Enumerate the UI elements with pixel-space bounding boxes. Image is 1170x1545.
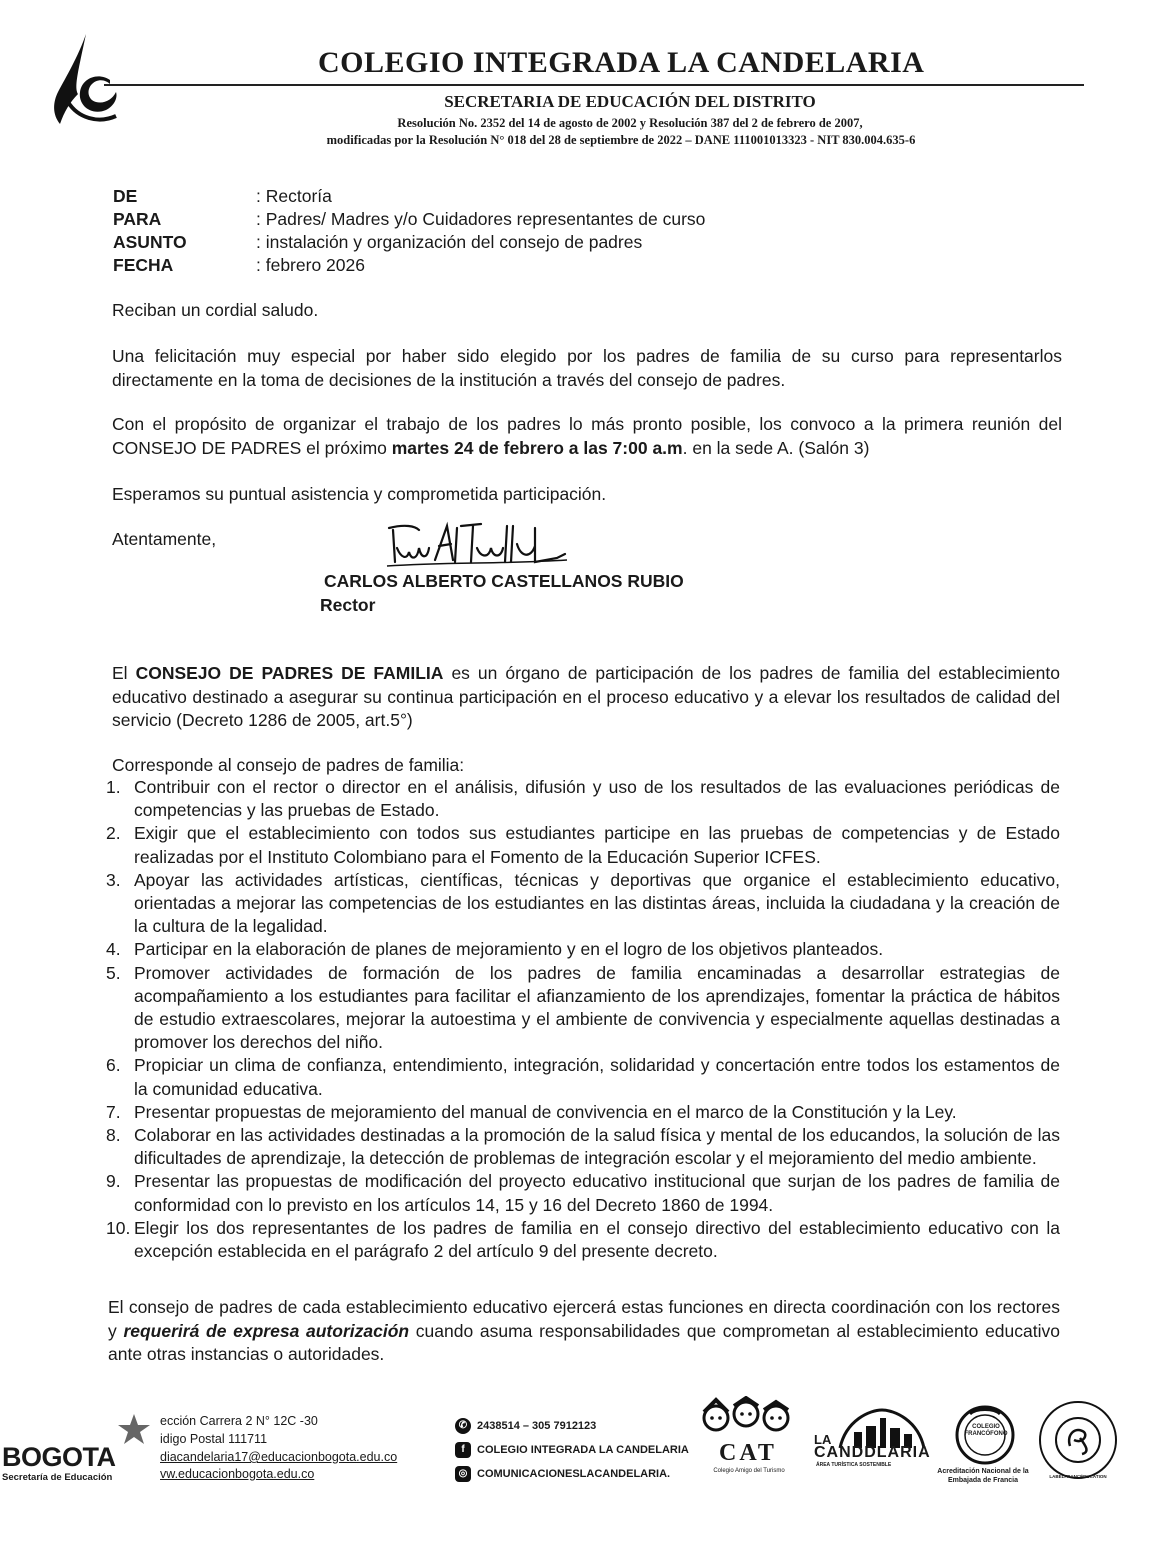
duties-list	[106, 776, 1060, 1263]
bogota-logo-text: BOGOTA	[2, 1442, 116, 1472]
authorization-emphasis: requerirá de expresa autorización	[123, 1320, 410, 1341]
memo-fecha-label: FECHA	[113, 255, 174, 275]
list-item-text: Participar en la elaboración de planes de mejoramiento y en el logro de los objetivos planteados.	[134, 939, 884, 960]
congrats-paragraph: Una felicitación muy especial por haber sido elegido por los padres de familia de su curso para representarlos directamente en la toma de decisiones de la institución a través del consejo de padres.	[112, 346, 1062, 390]
list-item	[106, 1101, 1060, 1124]
definition-paragraph	[112, 662, 1060, 733]
candelaria-logo-subtitle: ÁREA TURÍSTICA SOSTENIBLE	[816, 1462, 892, 1468]
signer-name: CARLOS ALBERTO CASTELLANOS RUBIO	[324, 571, 684, 591]
footer-facebook[interactable]: COLEGIO INTEGRADA LA CANDELARIA	[477, 1444, 689, 1456]
list-item-number: 5.	[106, 962, 121, 983]
francofono-caption-2: Embajada de Francia	[947, 1477, 1019, 1484]
candelaria-logo-text: CANDDLARIA	[814, 1444, 931, 1461]
list-item	[106, 822, 1060, 868]
list-item-number: 6.	[106, 1055, 121, 1076]
list-item-number: 1.	[106, 777, 121, 797]
list-item-number: 9.	[106, 1171, 121, 1192]
list-intro: Corresponde al consejo de padres de familia:	[112, 755, 465, 775]
cat-logo-text: CAT	[719, 1440, 777, 1466]
list-item-text: Presentar las propuestas de modificación del proyecto educativo institucional que surjan de los padres de familia de conformidad con lo previsto en los artículos 14, 15 y 16 del Decreto 1860 de 1994.	[134, 1171, 1060, 1215]
memo-de-label: DE	[113, 186, 138, 206]
list-item	[106, 1217, 1060, 1263]
footer-address: ección Carrera 2 N° 12C -30	[160, 1414, 318, 1428]
candelaria-skyline-icon	[836, 1408, 928, 1448]
memo-para-value: : Padres/ Madres y/o Cuidadores representantes de curso	[256, 209, 706, 229]
sign-off: Atentamente,	[112, 529, 217, 549]
resolution-line-1: Resolución No. 2352 del 14 de agosto de 2002 y Resolución 387 del 2 de febrero de 2007,	[397, 116, 863, 130]
purpose-paragraph	[112, 413, 1062, 460]
list-item-number: 10.	[106, 1217, 131, 1238]
list-item	[106, 962, 1060, 1055]
list-item-text: Contribuir con el rector o director en el análisis, difusión y uso de los resultados de las evaluaciones periódicas de competencias y las pruebas de Estado.	[134, 777, 1060, 821]
footer-email-link[interactable]: diacandelaria17@educacionbogota.edu.co	[160, 1450, 398, 1464]
school-name: COLEGIO INTEGRADA LA CANDELARIA	[318, 46, 925, 79]
meeting-date: martes 24 de febrero a las 7:00 a.m	[391, 437, 683, 458]
labelfrance-seal-icon	[1036, 1398, 1120, 1482]
list-item-text: Exigir que el establecimiento con todos sus estudiantes participe en las pruebas de competencias y de Estado realizadas por el Instituto Colombiano para el Fomento de la Educación Superior ICFES.	[134, 823, 1060, 867]
footer-instagram[interactable]: COMUNICACIONESLACANDELARIA.	[477, 1468, 671, 1480]
memo-de-value: : Rectoría	[256, 186, 332, 206]
cat-logo-subtitle: Colegio Amigo del Turismo	[713, 1468, 785, 1474]
francofono-caption-1: Acreditación Nacional de la	[937, 1468, 1029, 1475]
footer-postal: idigo Postal 111711	[160, 1432, 268, 1446]
facebook-icon: f	[455, 1442, 471, 1458]
school-logo-icon	[48, 32, 123, 127]
list-item-text: Promover actividades de formación de los padres de familia encaminadas a desarrollar estrategias de acompañamiento a los estudiantes para facilitar el afianzamiento de los aprendizajes, fomentar la práctica de hábitos de estudio extraescolares, mejorar la autoestima y el ambiente de convivencia y especialmente aquellas destinadas a promover los derechos del niño.	[134, 962, 1060, 1053]
resolution-line-2: modificadas por la Resolución N° 018 del 28 de septiembre de 2022 – DANE 111001013323 - NIT 830.004.635-6	[326, 133, 916, 147]
footer-web-link[interactable]: vw.educacionbogota.edu.co	[160, 1467, 315, 1481]
memo-para-label: PARA	[113, 209, 162, 229]
final-text-end: cuando asuma responsabilidades que comprometan al establecimiento educativo ante otras instancias o autoridades.	[108, 1320, 1060, 1364]
list-item-text: Presentar propuestas de mejoramiento del manual de convivencia en el marco de la Constitución y la Ley.	[134, 1101, 957, 1122]
purpose-text: Con el propósito de organizar el trabajo de los padres lo más pronto posible, los convoco a la primera reunión del CONSEJO DE PADRES el próximo	[112, 414, 1062, 458]
footer-phone: 2438514 – 305 7912123	[477, 1420, 597, 1432]
labelfrance-text: LABELFRANCÉDUCATION	[1049, 1474, 1107, 1479]
secretaria-line: SECRETARIA DE EDUCACIÓN DEL DISTRITO	[444, 92, 816, 111]
list-item-text: Colaborar en las actividades destinadas a la promoción de la salud física y mental de los educandos, la solución de las dificultades de aprendizaje, la detección de problemas de integración escolar y el mejoramiento del medio ambiente.	[134, 1125, 1060, 1169]
closing-line: Esperamos su puntual asistencia y comprometida participación.	[112, 484, 607, 504]
list-item	[106, 938, 1060, 961]
memo-asunto-value: : instalación y organización del consejo de padres	[256, 232, 643, 252]
instagram-icon: ◎	[455, 1466, 471, 1482]
list-item-number: 2.	[106, 823, 121, 844]
list-item-text: Apoyar las actividades artísticas, científicas, técnicas y deportivas que organice el establecimiento educativo, orientadas a mejorar las competencias de los estudiantes en las distintas áreas, incluida la ciudadana y la creación de la cultura de la legalidad.	[134, 869, 1060, 937]
candelaria-la: LA	[814, 1432, 832, 1447]
list-item	[106, 869, 1060, 939]
greeting: Reciban un cordial saludo.	[112, 300, 319, 320]
francofono-badge-text: COLEGIO FRANCÓFONO	[964, 1424, 1008, 1437]
list-item-text: Elegir los dos representantes de los padres de familia en el consejo directivo del establecimiento educativo con la excepción establecida en el parágrafo 2 del artículo 9 del presente decreto.	[134, 1217, 1060, 1262]
final-text: El consejo de padres de cada establecimiento educativo ejercerá estas funciones en directa coordinación con los rectores y	[108, 1297, 1060, 1341]
signer-role: Rector	[320, 595, 376, 615]
list-item	[106, 1170, 1060, 1216]
header-divider	[104, 84, 1084, 86]
list-item	[106, 1124, 1060, 1170]
definition-text: El	[112, 663, 136, 683]
memo-fecha-value: : febrero 2026	[256, 255, 365, 275]
list-item-number: 7.	[106, 1101, 121, 1122]
list-item-number: 8.	[106, 1125, 121, 1146]
list-item	[106, 1054, 1060, 1100]
memo-asunto-label: ASUNTO	[113, 232, 187, 252]
list-item	[106, 776, 1060, 822]
purpose-text-end: . en la sede A. (Salón 3)	[682, 437, 870, 458]
list-item-text: Propiciar un clima de confianza, entendimiento, integración, solidaridad y concertación entre todos los estamentos de la comunidad educativa.	[134, 1055, 1060, 1099]
bogota-logo-subtitle: Secretaría de Educación	[2, 1472, 113, 1483]
definition-text-end: es un órgano de participación de los padres de familia del establecimiento educativo destinado a asegurar su continua participación en el proceso educativo y a elevar los resultados de calidad del servicio (Decreto 1286 de 2005, art.5°)	[112, 663, 1060, 730]
final-paragraph	[108, 1296, 1060, 1367]
list-item-number: 4.	[106, 939, 121, 960]
consejo-term: CONSEJO DE PADRES DE FAMILIA	[135, 663, 444, 683]
bogota-star-icon	[112, 1412, 156, 1446]
list-item-number: 3.	[106, 869, 121, 890]
signature-image	[385, 518, 570, 570]
whatsapp-icon: ✆	[455, 1418, 471, 1434]
